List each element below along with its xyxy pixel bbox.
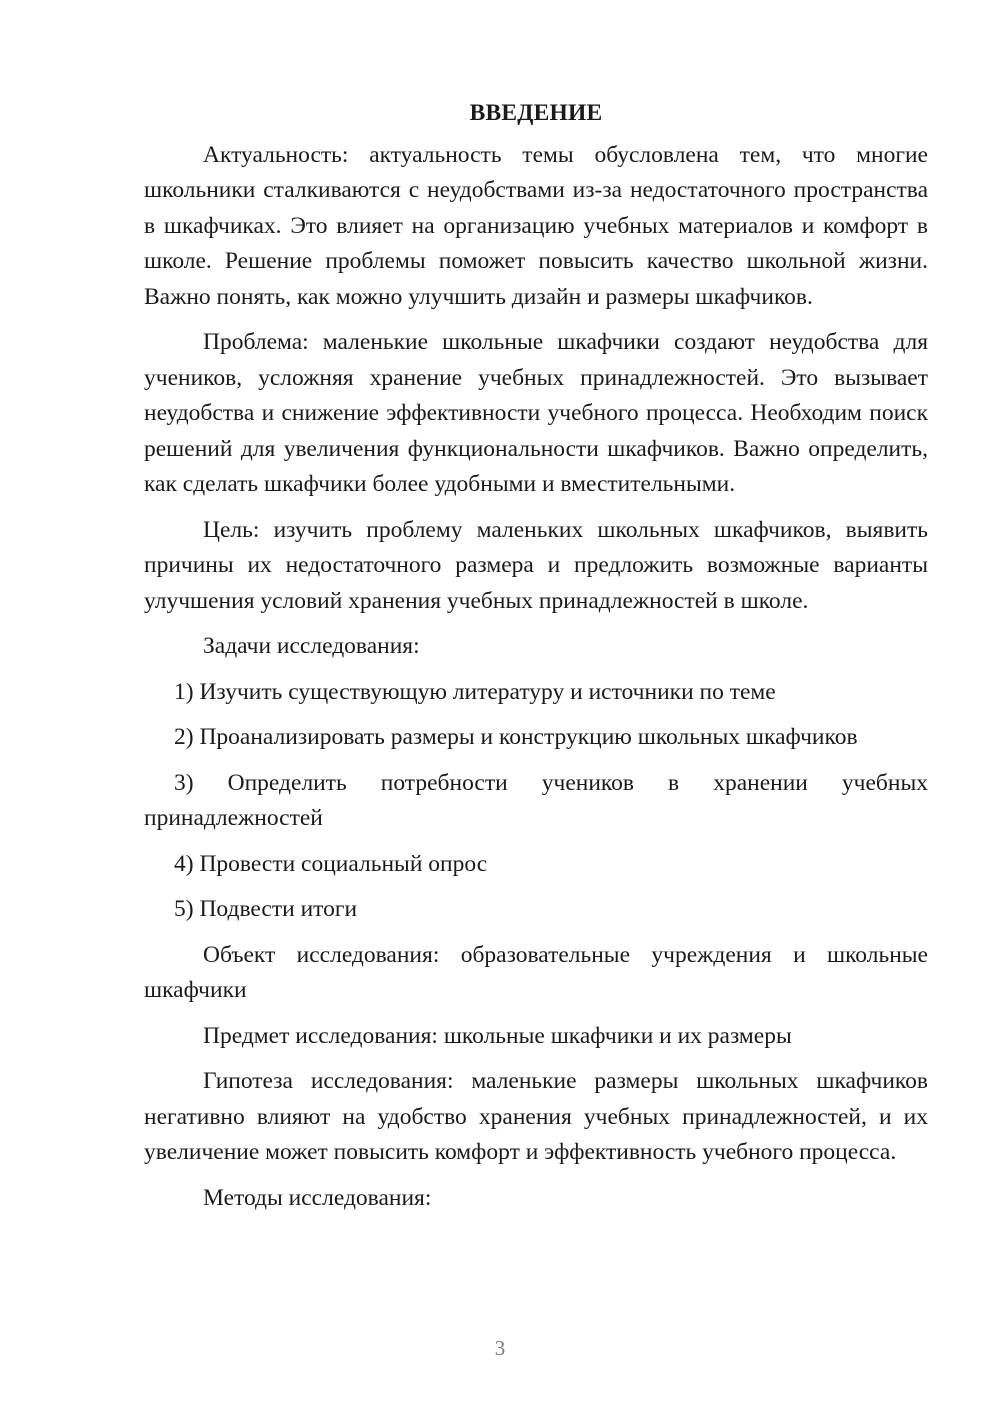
page-number: 3 <box>494 1336 506 1360</box>
subject-paragraph: Предмет исследования: школьные шкафчики и их размеры <box>203 1022 792 1049</box>
document-page <box>144 96 928 1226</box>
methods-heading: Методы исследования: <box>203 1184 432 1211</box>
hypothesis-paragraph: Гипотеза исследования: маленькие размеры школьных шкафчиков негативно влияют на удобство хранения учебных принадлежностей, и их увеличение может повысить комфорт и эффективность учебного процесса. <box>144 1068 928 1165</box>
task-item-4: 4) Провести социальный опрос <box>174 850 488 877</box>
tasks-heading: Задачи исследования: <box>203 633 420 659</box>
problem-paragraph: Проблема: маленькие школьные шкафчики создают неудобства для учеников, усложняя хранение учебных принадлежностей. Это вызывает неудобства и снижение эффективности учебного процесса. Необходим поиск решений для увеличения функциональности шкафчиков. Важно определить, как сделать шкафчики более удобными и вместительными. <box>144 329 928 497</box>
task-item-1: 1) Изучить существующую литературу и источники по теме <box>174 678 776 705</box>
task-item-3: 3) Определить потребности учеников в хранении учебных принадлежностей <box>144 769 928 831</box>
object-paragraph: Объект исследования: образовательные учреждения и школьные шкафчики <box>144 941 928 1003</box>
relevance-paragraph: Актуальность: актуальность темы обусловлена тем, что многие школьники сталкиваются с неудобствами из-за недостаточного пространства в шкафчиках. Это влияет на организацию учебных материалов и комфорт в школе. Решение проблемы поможет повысить качество школьной жизни. Важно понять, как можно улучшить дизайн и размеры шкафчиков. <box>144 141 928 310</box>
task-item-5: 5) Подвести итоги <box>174 896 358 922</box>
goal-paragraph: Цель: изучить проблему маленьких школьных шкафчиков, выявить причины их недостаточного размера и предложить возможные варианты улучшения условий хранения учебных принадлежностей в школе. <box>144 516 928 614</box>
task-item-2: 2) Проанализировать размеры и конструкцию школьных шкафчиков <box>174 724 858 750</box>
page-title: ВВЕДЕНИЕ <box>469 100 603 126</box>
